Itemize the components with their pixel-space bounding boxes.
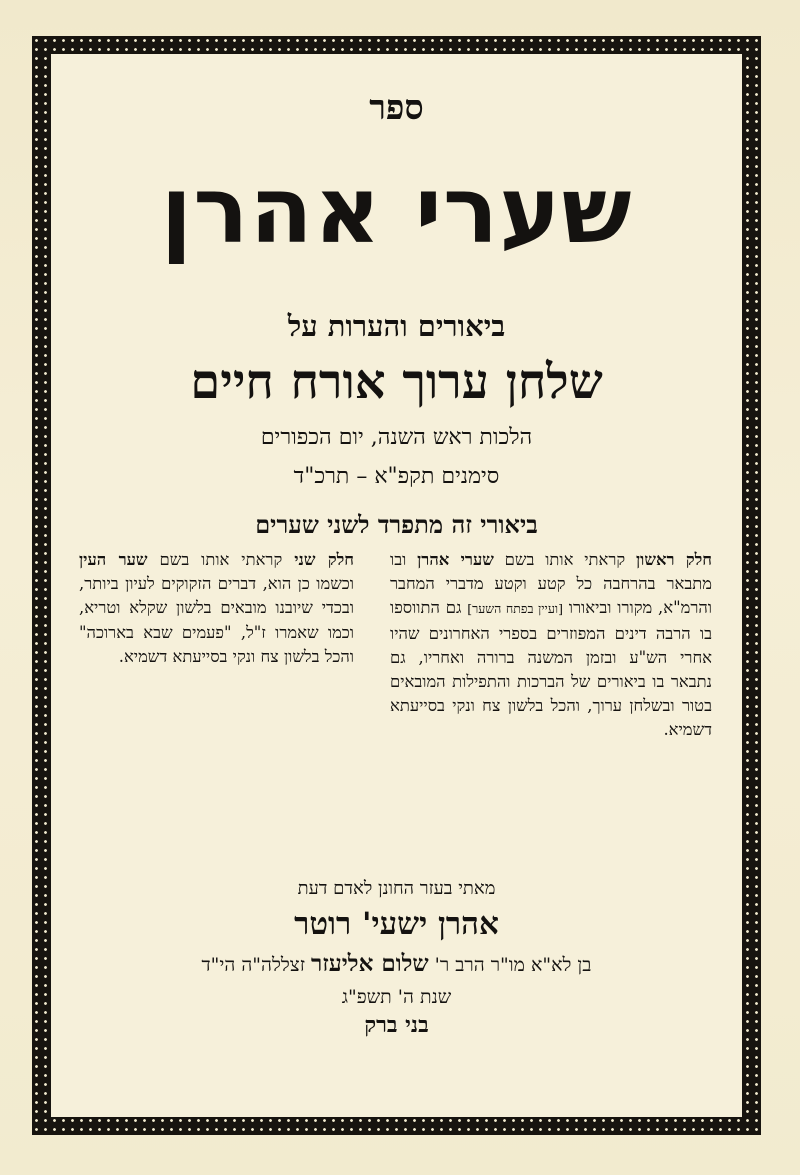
part-one-name: שערי אהרן: [417, 550, 494, 569]
book-title: שערי אהרן: [160, 157, 633, 264]
publication-place: בני ברק: [364, 1012, 429, 1038]
part-one-label: חלק ראשון: [636, 550, 712, 569]
part-two-text-1: קראתי אותו בשם: [147, 550, 295, 569]
part-two-text-2: וכשמו כן הוא, דברים הזקוקים לעיון ביותר, ובכדי שיובנו מובאים בלשון שקלא וטריא, וכמו שאמרו ז"ל, "פעמים שבא בארוכה" והכל בלשון צח ונקי בסייעתא דשמיא.: [79, 574, 354, 666]
title-page-content: [51, 54, 742, 1117]
work-title: שלחן ערוך אורח חיים: [190, 354, 603, 410]
halachot-line: הלכות ראש השנה, יום הכפורים: [260, 425, 533, 450]
author-name: אהרן ישעי' רוטר: [294, 906, 499, 942]
part-two-description: [79, 548, 354, 669]
father-suffix: זצללה"ה הי"ד: [201, 954, 312, 976]
father-prefix: בן לא"א מו"ר הרב ר': [428, 954, 592, 976]
sefer-label: ספר: [369, 88, 424, 128]
part-one-small-note: [ועיין בפתח השער]: [467, 601, 563, 617]
publication-year: שנת ה' תשפ"ג: [341, 986, 452, 1008]
part-one-text-1: קראתי אותו בשם: [493, 550, 636, 569]
part-one-text-3: גם התווספו בו הרבה דינים המפוזרים בספרי האחרונים שהיו אחרי הש"ע ובזמן המשנה ברורה ואחריו, גם נתבאר בו ביאורים של הברכות והתפילות המובאים בטור ובשלחן ערוך, והכל בלשון צח ונקי בסייעתא דשמיא.: [390, 598, 712, 740]
simanim-line: סימנים תקפ"א – תרכ"ד: [293, 464, 500, 489]
title-page-panel: [50, 53, 743, 1118]
divided-heading: ביאורי זה מתפרד לשני שערים: [255, 510, 538, 539]
decorative-border-frame: [32, 36, 761, 1135]
book-subtitle: ביאורים והערות על: [287, 309, 506, 343]
author-father-line: [51, 950, 742, 977]
part-two-label: חלק שני: [294, 550, 354, 569]
part-one-text-2: ובו מתבאר בהרחבה כל קטע וקטע מדברי המחבר והרמ"א, מקורו וביאורו: [390, 550, 713, 618]
part-one-description: [390, 548, 712, 743]
author-intro: מאתי בעזר החונן לאדם דעת: [297, 878, 496, 899]
father-name: שלום אליעזר: [311, 950, 429, 977]
part-two-name: שער העין: [79, 550, 148, 569]
